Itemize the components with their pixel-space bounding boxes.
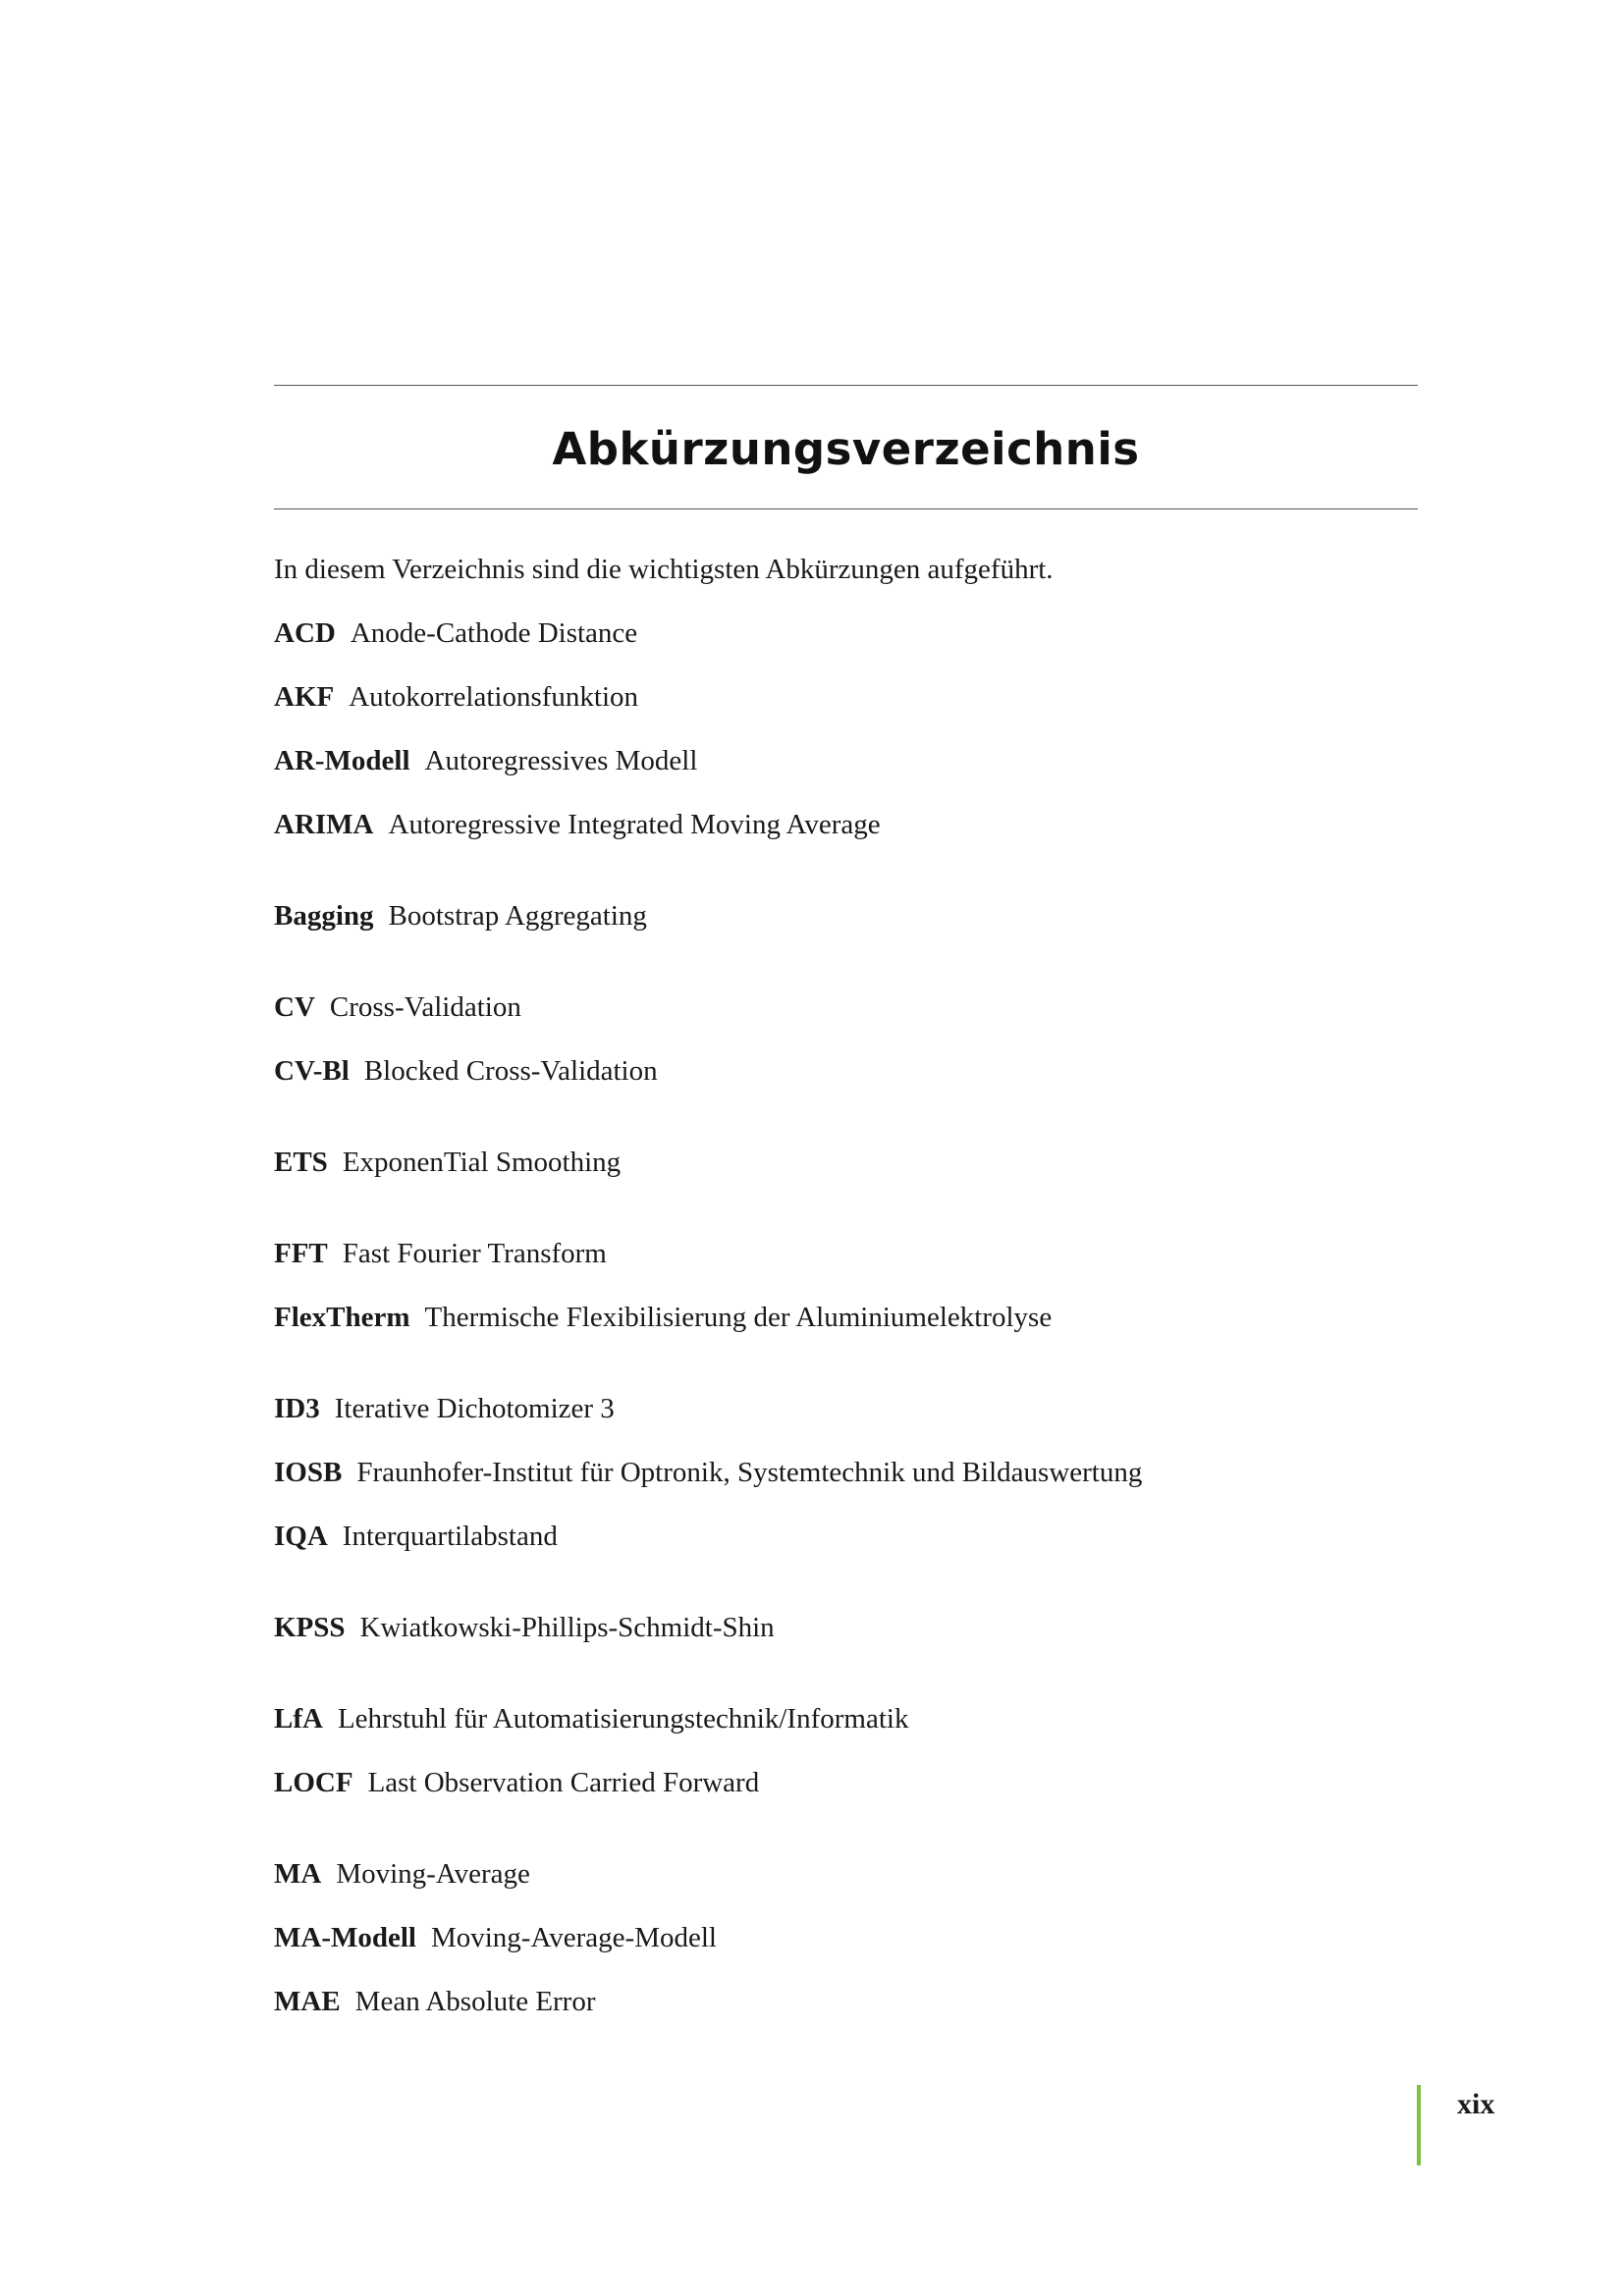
abbreviation-term: LOCF bbox=[274, 1767, 353, 1798]
abbreviation-term: AR-Modell bbox=[274, 745, 410, 776]
abbreviation-definition: ExponenTial Smoothing bbox=[342, 1147, 622, 1178]
abbreviation-definition: Fast Fourier Transform bbox=[342, 1238, 607, 1269]
abbreviation-term: MA-Modell bbox=[274, 1922, 416, 1953]
abbreviation-term: ETS bbox=[274, 1147, 328, 1178]
abbreviation-entry bbox=[274, 614, 637, 653]
abbreviation-term: MAE bbox=[274, 1986, 341, 2017]
abbreviation-term: FlexTherm bbox=[274, 1302, 410, 1333]
abbreviation-definition: Iterative Dichotomizer 3 bbox=[334, 1393, 615, 1424]
page-marker-bar bbox=[1417, 2085, 1421, 2165]
abbreviation-term: AKF bbox=[274, 681, 335, 713]
abbreviation-definition: Autoregressive Integrated Moving Average bbox=[388, 809, 881, 840]
abbreviation-entry bbox=[274, 677, 638, 717]
abbreviation-entry bbox=[274, 896, 647, 935]
abbreviation-entry bbox=[274, 805, 881, 844]
abbreviation-entry bbox=[274, 1918, 717, 1957]
abbreviation-definition: Moving-Average bbox=[336, 1858, 530, 1890]
abbreviation-term: LfA bbox=[274, 1703, 323, 1735]
abbreviation-definition: Last Observation Carried Forward bbox=[367, 1767, 760, 1798]
abbreviation-entry bbox=[274, 1453, 1142, 1492]
abbreviation-term: KPSS bbox=[274, 1612, 346, 1643]
abbreviation-entry bbox=[274, 1699, 908, 1738]
abbreviation-entry bbox=[274, 988, 521, 1027]
abbreviation-term: Bagging bbox=[274, 900, 374, 932]
page-title: Abkürzungsverzeichnis bbox=[552, 423, 1140, 475]
title-rule-bottom bbox=[274, 508, 1418, 509]
page-number: xix bbox=[1457, 2088, 1495, 2120]
abbreviation-definition: Mean Absolute Error bbox=[354, 1986, 596, 2017]
abbreviation-definition: Anode-Cathode Distance bbox=[350, 617, 638, 649]
abbreviation-term: ARIMA bbox=[274, 809, 374, 840]
abbreviation-definition: Autokorrelationsfunktion bbox=[349, 681, 639, 713]
abbreviation-term: ACD bbox=[274, 617, 336, 649]
title-rule-top bbox=[274, 385, 1418, 386]
abbreviation-term: CV bbox=[274, 991, 315, 1023]
abbreviation-entry bbox=[274, 741, 697, 780]
abbreviation-term: IOSB bbox=[274, 1457, 343, 1488]
abbreviation-term: ID3 bbox=[274, 1393, 320, 1424]
abbreviation-definition: Bootstrap Aggregating bbox=[388, 900, 647, 932]
abbreviation-entry bbox=[274, 1298, 1052, 1337]
abbreviation-entry bbox=[274, 1854, 530, 1894]
abbreviation-definition: Moving-Average-Modell bbox=[430, 1922, 717, 1953]
abbreviation-entry bbox=[274, 1982, 596, 2021]
abbreviation-term: CV-Bl bbox=[274, 1055, 350, 1087]
abbreviation-term: IQA bbox=[274, 1521, 328, 1552]
abbreviation-entry bbox=[274, 1143, 621, 1182]
intro-text: In diesem Verzeichnis sind die wichtigsten Abkürzungen aufgeführt. bbox=[274, 554, 1054, 585]
abbreviation-definition: Fraunhofer-Institut für Optronik, Systemtechnik und Bildauswertung bbox=[356, 1457, 1143, 1488]
abbreviation-entry bbox=[274, 1389, 615, 1428]
abbreviation-entry bbox=[274, 1763, 759, 1802]
abbreviation-entry bbox=[274, 1051, 658, 1091]
abbreviation-entry bbox=[274, 1608, 775, 1647]
abbreviation-entry bbox=[274, 1517, 558, 1556]
abbreviation-definition: Autoregressives Modell bbox=[424, 745, 698, 776]
abbreviation-definition: Lehrstuhl für Automatisierungstechnik/Informatik bbox=[337, 1703, 909, 1735]
abbreviation-term: FFT bbox=[274, 1238, 328, 1269]
abbreviation-entry bbox=[274, 1234, 607, 1273]
abbreviation-definition: Cross-Validation bbox=[329, 991, 521, 1023]
abbreviation-definition: Kwiatkowski-Phillips-Schmidt-Shin bbox=[359, 1612, 775, 1643]
abbreviation-definition: Interquartilabstand bbox=[342, 1521, 558, 1552]
abbreviation-definition: Thermische Flexibilisierung der Aluminiumelektrolyse bbox=[424, 1302, 1053, 1333]
abbreviation-term: MA bbox=[274, 1858, 322, 1890]
abbreviation-definition: Blocked Cross-Validation bbox=[363, 1055, 658, 1087]
